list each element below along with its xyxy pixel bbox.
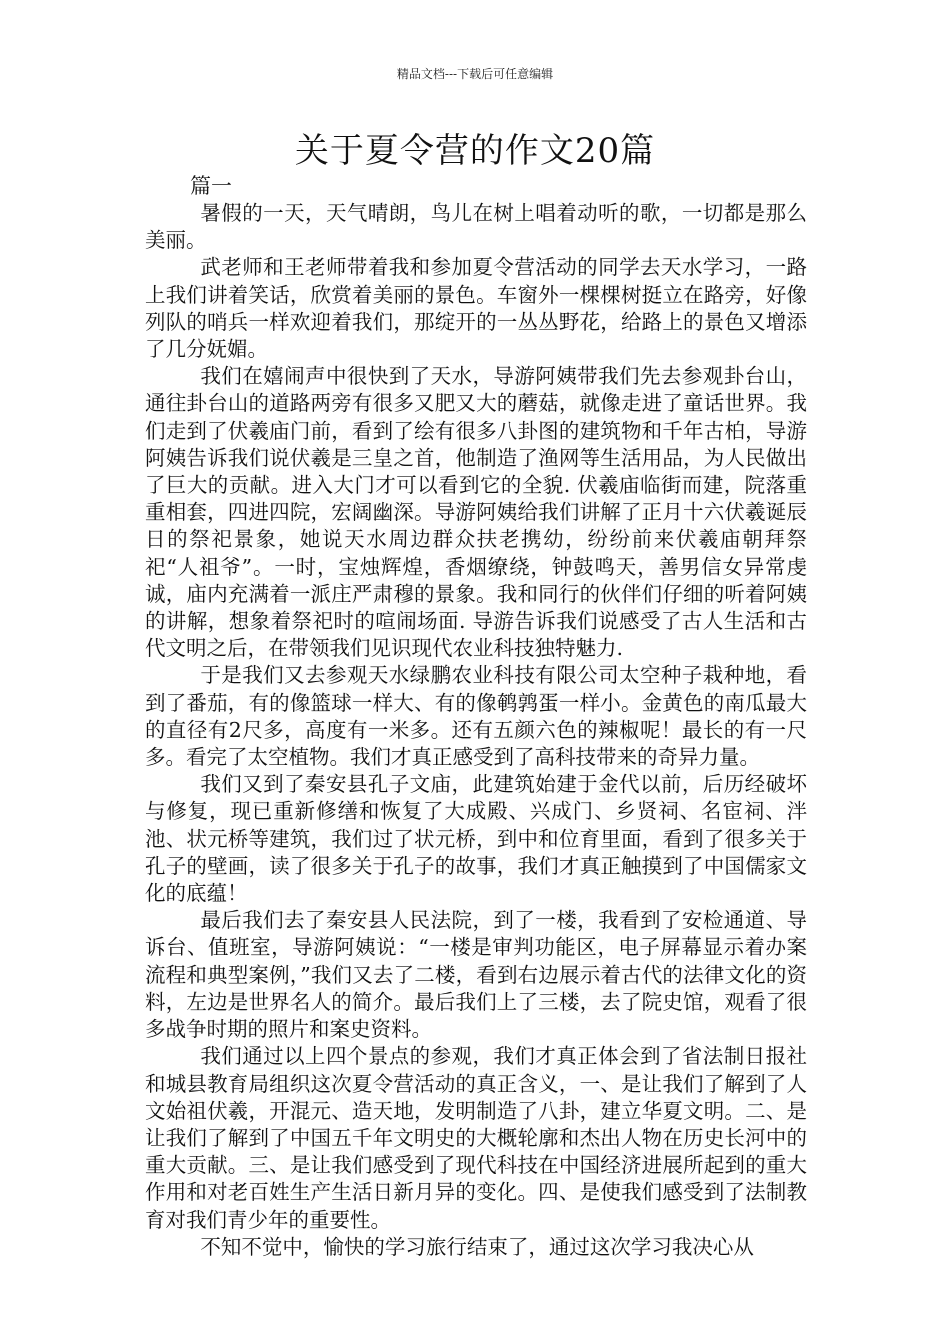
paragraph: 于是我们又去参观天水绿鹏农业科技有限公司太空种子栽种地，看到了番茄，有的像篮球一样大、有的像鹌鹑蛋一样小。金黄色的南瓜最大的直径有2尺多，高度有一米多。还有五颜六色的辣椒呢！最长的有一尺多。看完了太空植物。我们才真正感受到了高科技带来的奇异力量。 [145,663,807,770]
document-title: 关于夏令营的作文20篇 [294,131,656,171]
paragraph: 最后我们去了秦安县人民法院，到了一楼，我看到了安检通道、导诉台、值班室，导游阿姨说：“一楼是审判功能区，电子屏幕显示着办案流程和典型案例，”我们又去了二楼，看到右边展示着古代的法律文化的资料，左边是世界名人的简介。最后我们上了三楼，去了院史馆，观看了很多战争时期的照片和案史资料。 [145,908,807,1042]
paragraph: 我们又到了秦安县孔子文庙，此建筑始建于金代以前，后历经破坏与修复，现已重新修缮和恢复了大成殿、兴成门、乡贤祠、名宦祠、泮池、状元桥等建筑，我们过了状元桥，到中和位育里面，看到了很多关于孔子的壁画，读了很多关于孔子的故事，我们才真正触摸到了中国儒家文化的底蕴！ [145,772,807,906]
header-note: 精品文档---下载后可任意编辑 [396,67,554,81]
paragraph: 不知不觉中，愉快的学习旅行结束了，通过这次学习我决心从 [200,1234,754,1259]
section-label: 篇一 [190,174,232,198]
paragraph: 我们在嬉闹声中很快到了天水，导游阿姨带我们先去参观卦台山，通往卦台山的道路两旁有很多又肥又大的蘑菇，就像走进了童话世界。我们走到了伏羲庙门前，看到了绘有很多八卦图的建筑物和千年古柏，导游阿姨告诉我们说伏羲是三皇之首，他制造了渔网等生活用品，为人民做出了巨大的贡献。进入大门才可以看到它的全貌. 伏羲庙临街而建，院落重重相套，四进四院，宏阔幽深。导游阿姨给我们讲解了正月十六伏羲诞辰日的祭祀景象，她说天水周边群众扶老携幼，纷纷前来伏羲庙朝拜祭祀“人祖爷”。一时，宝烛辉煌，香烟缭绕，钟鼓鸣天，善男信女异常虔诚，庙内充满着一派庄严肃穆的景象。我和同行的伙伴们仔细的听着阿姨的讲解，想象着祭祀时的喧闹场面. 导游告诉我们说感受了古人生活和古代文明之后，在带领我们见识现代农业科技独特魅力. [145,364,807,661]
paragraph: 武老师和王老师带着我和参加夏令营活动的同学去天水学习，一路上我们讲着笑话，欣赏着美丽的景色。车窗外一棵棵树挺立在路旁，好像列队的哨兵一样欢迎着我们，那绽开的一丛丛野花，给路上的景色又增添了几分妩媚。 [145,255,807,362]
article-body [145,200,807,1261]
paragraph: 暑假的一天，天气晴朗，鸟儿在树上唱着动听的歌，一切都是那么美丽。 [145,201,807,253]
paragraph: 我们通过以上四个景点的参观，我们才真正体会到了省法制日报社和城县教育局组织这次夏令营活动的真正含义，一、是让我们了解到了人文始祖伏羲，开混元、造天地，发明制造了八卦，建立华夏文明。二、是让我们了解到了中国五千年文明史的大概轮廓和杰出人物在历史长河中的重大贡献。三、是让我们感受到了现代科技在中国经济进展所起到的重大作用和对老百姓生产生活日新月异的变化。四、是使我们感受到了法制教育对我们青少年的重要性。 [145,1044,807,1232]
